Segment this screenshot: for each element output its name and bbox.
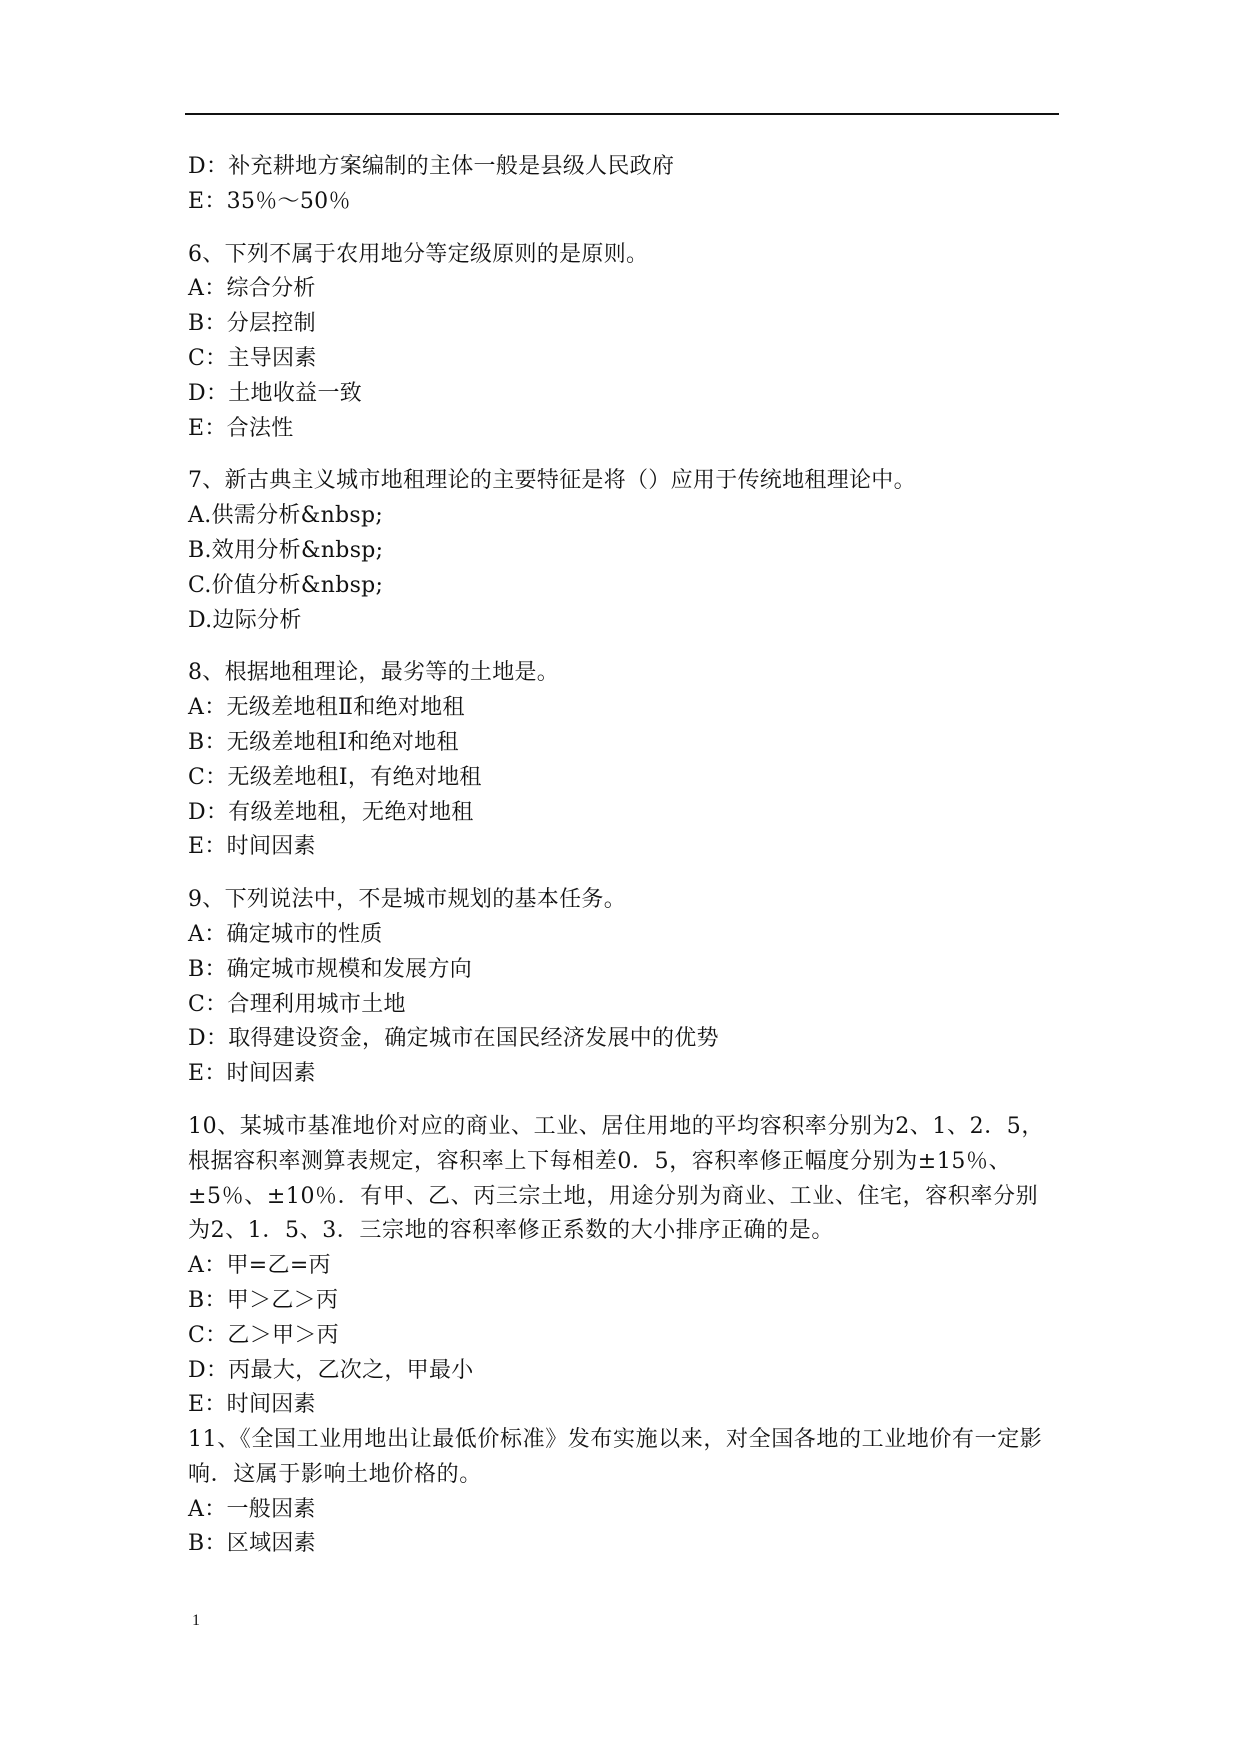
document-body — [188, 150, 1060, 1562]
question-block — [188, 883, 1060, 1092]
option-line: D：补充耕地方案编制的主体一般是县级人民政府 — [188, 154, 675, 179]
option-line: D.边际分析 — [188, 607, 302, 633]
question-text: 7、新古典主义城市地租理论的主要特征是将（）应用于传统地租理论中。 — [188, 468, 916, 494]
option-line: E：合法性 — [188, 415, 294, 441]
option-line: C：乙＞甲＞丙 — [188, 1322, 339, 1348]
question-block — [188, 1423, 1060, 1562]
option-line: E：时间因素 — [188, 834, 316, 860]
option-line: A：确定城市的性质 — [188, 921, 383, 947]
header-rule — [185, 113, 1059, 115]
question-block — [188, 1110, 1060, 1423]
option-line: C：合理利用城市土地 — [188, 991, 406, 1017]
option-line: C：无级差地租Ⅰ，有绝对地租 — [188, 764, 482, 790]
option-line: A：一般因素 — [188, 1496, 316, 1522]
page-number: 1 — [192, 1612, 200, 1629]
answer-block — [188, 150, 1060, 220]
question-block — [188, 464, 1060, 638]
option-line: D：有级差地租，无绝对地租 — [188, 799, 474, 825]
option-line: A：甲=乙=丙 — [188, 1253, 331, 1279]
question-text: 6、下列不属于农用地分等定级原则的是原则。 — [188, 241, 649, 267]
option-line: B：无级差地租Ⅰ和绝对地租 — [188, 729, 459, 755]
option-line: A：综合分析 — [188, 276, 316, 302]
option-line: B.效用分析&nbsp; — [188, 537, 384, 563]
option-line: C：主导因素 — [188, 345, 317, 371]
option-line: D：丙最大，乙次之，甲最小 — [188, 1357, 474, 1383]
option-line: E：35％～50％ — [188, 188, 351, 214]
option-line: B：甲＞乙＞丙 — [188, 1287, 339, 1313]
question-text: 11、《全国工业用地出让最低价标准》发布实施以来，对全国各地的工业地价有一定影响．这属于影响土地价格的。 — [188, 1427, 1043, 1487]
option-line: E：时间因素 — [188, 1061, 316, 1087]
option-line: B：确定城市规模和发展方向 — [188, 956, 473, 982]
option-line: D：取得建设资金，确定城市在国民经济发展中的优势 — [188, 1026, 719, 1052]
question-text: 10、某城市基准地价对应的商业、工业、居住用地的平均容积率分别为2、1、2．5，根据容积率测算表规定，容积率上下每相差0．5，容积率修正幅度分别为±15％、±5％、±10％．有甲、乙、丙三宗土地，用途分别为商业、工业、住宅，容积率分别为2、1．5、3．三宗地的容积率修正系数的大小排序正确的是。 — [188, 1113, 1044, 1244]
option-line: B：区域因素 — [188, 1531, 316, 1557]
option-line: D：土地收益一致 — [188, 380, 363, 406]
option-line: B：分层控制 — [188, 311, 316, 337]
option-line: A：无级差地租Ⅱ和绝对地租 — [188, 695, 465, 721]
option-line: E：时间因素 — [188, 1392, 316, 1418]
question-block — [188, 656, 1060, 865]
question-text: 8、根据地租理论，最劣等的土地是。 — [188, 660, 560, 686]
option-line: C.价值分析&nbsp; — [188, 572, 384, 598]
option-line: A.供需分析&nbsp; — [188, 503, 384, 529]
question-block — [188, 238, 1060, 447]
question-text: 9、下列说法中，不是城市规划的基本任务。 — [188, 887, 626, 913]
